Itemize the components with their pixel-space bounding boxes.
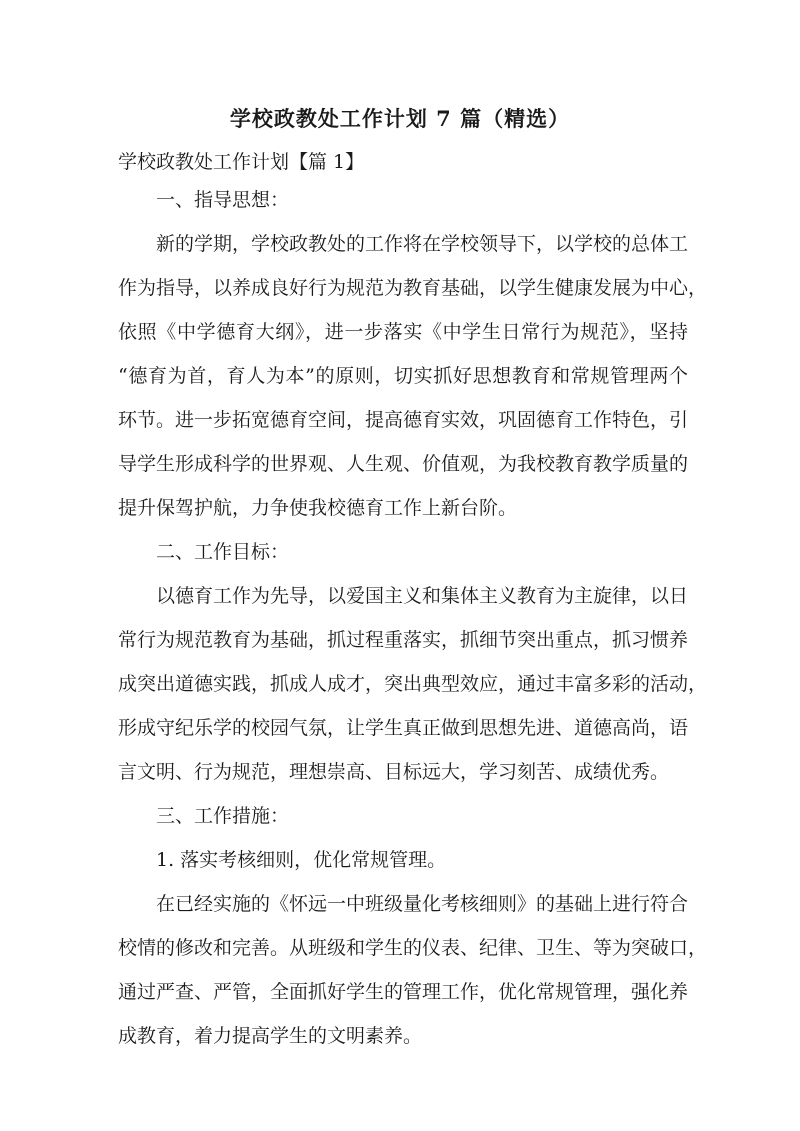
paragraph-line: 新的学期，学校政教处的工作将在学校领导下，以学校的总体工 bbox=[156, 233, 689, 255]
paragraph-line: 依照《中学德育大纲》，进一步落实《中学生日常行为规范》，坚持 bbox=[118, 321, 688, 343]
paragraph-line: 通过严查、严管，全面抓好学生的管理工作，优化常规管理，强化养 bbox=[118, 981, 689, 1003]
paragraph-line: 在已经实施的《怀远一中班级量化考核细则》的基础上进行符合 bbox=[156, 893, 689, 915]
section-work-goals bbox=[118, 533, 708, 791]
document-title: 学校政教处工作计划 7 篇（精选） bbox=[229, 106, 571, 131]
section-guiding-thought bbox=[118, 181, 708, 527]
paragraph-line: 成突出道德实践，抓成人成才，突出典型效应，通过丰富多彩的活动， bbox=[118, 673, 708, 695]
paragraph-line: “德育为首，育人为本”的原则，切实抓好思想教育和常规管理两个 bbox=[118, 365, 688, 387]
paragraph-line: 校情的修改和完善。从班级和学生的仪表、纪律、卫生、等为突破口， bbox=[118, 937, 708, 959]
paragraph-line: 形成守纪乐学的校园气氛，让学生真正做到思想先进、道德高尚，语 bbox=[118, 717, 689, 739]
paragraph-line: 以德育工作为先导，以爱国主义和集体主义教育为主旋律，以日 bbox=[156, 585, 689, 607]
paragraph-line: 作为指导，以养成良好行为规范为教育基础，以学生健康发展为中心， bbox=[118, 277, 708, 299]
paragraph-line: 成教育，着力提高学生的文明素养。 bbox=[118, 1025, 423, 1047]
paragraph-line: 提升保驾护航，力争使我校德育工作上新台阶。 bbox=[118, 497, 518, 519]
paragraph-line: 言文明、行为规范，理想崇高、目标远大，学习刻苦、成绩优秀。 bbox=[118, 761, 670, 783]
document-body bbox=[118, 143, 708, 1055]
section-heading: 二、工作目标： bbox=[156, 541, 290, 563]
subsection-heading: 1. 落实考核细则，优化常规管理。 bbox=[156, 849, 447, 871]
paragraph-line: 导学生形成科学的世界观、人生观、价值观，为我校教育教学质量的 bbox=[118, 453, 689, 475]
section-heading: 一、指导思想： bbox=[156, 189, 290, 211]
section-subtitle: 学校政教处工作计划【篇 1】 bbox=[118, 151, 365, 173]
paragraph-line: 常行为规范教育为基础，抓过程重落实，抓细节突出重点，抓习惯养 bbox=[118, 629, 689, 651]
section-heading: 三、工作措施： bbox=[156, 805, 290, 827]
section-work-measures bbox=[118, 797, 708, 1055]
paragraph-line: 环节。进一步拓宽德育空间，提高德育实效，巩固德育工作特色，引 bbox=[118, 409, 689, 431]
